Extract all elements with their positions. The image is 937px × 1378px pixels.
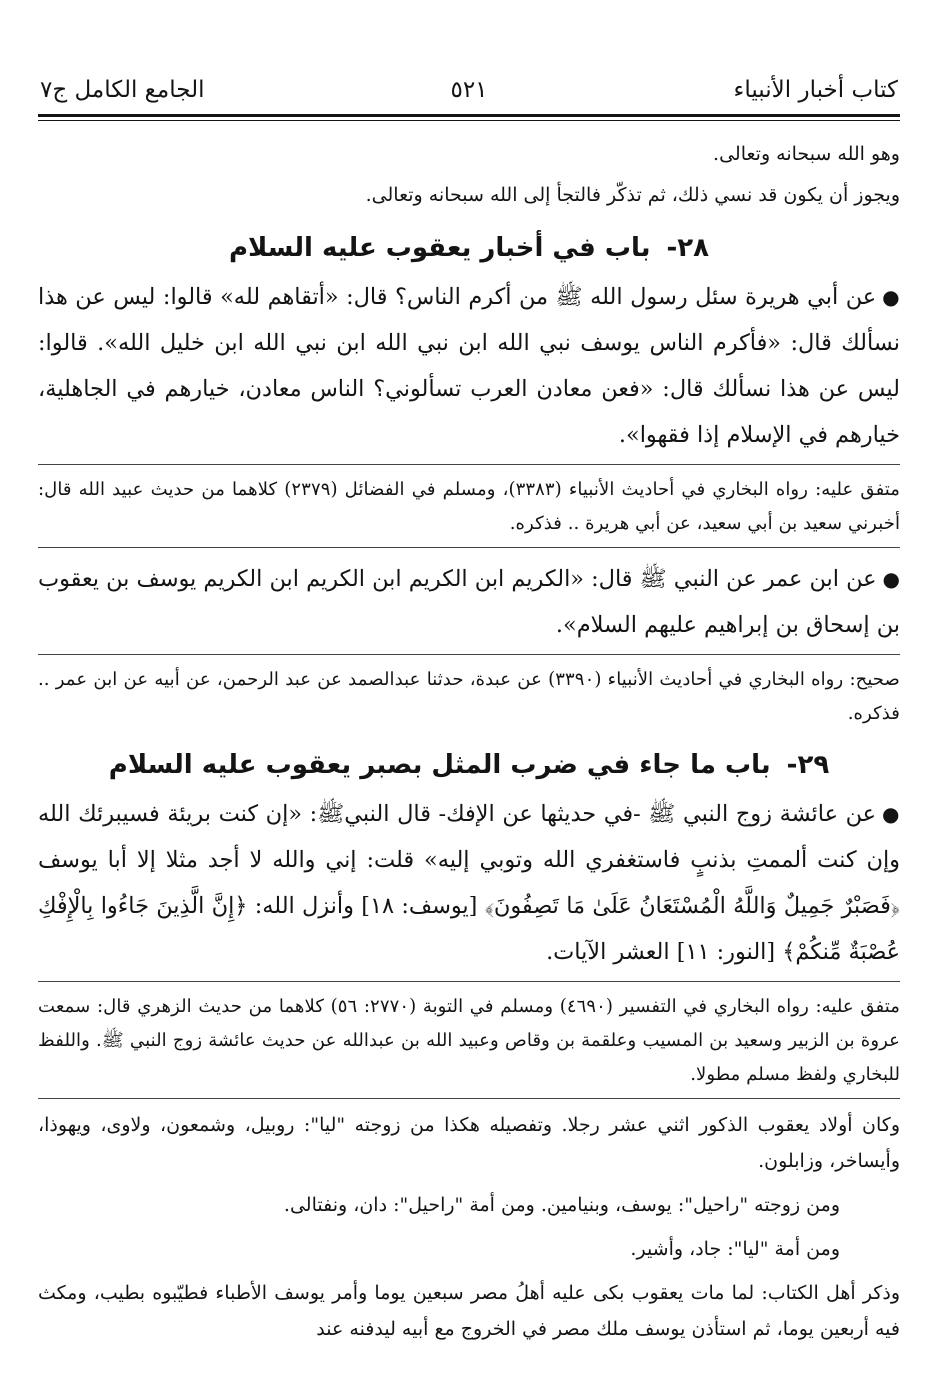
bullet-icon: ● <box>882 802 900 826</box>
intro-line: وهو الله سبحانه وتعالى. <box>713 143 900 165</box>
hadith-takhrij: صحيح: رواه البخاري في أحاديث الأنبياء (٣٣٩٠) عن عبدة، حدثنا عبدالصمد عن عبد الرحمن، عن أبيه عن ابن عمر .. فذكره. <box>38 669 900 724</box>
commentary-paragraph: وذكر أهل الكتاب: لما مات يعقوب بكى عليه أهلُ مصر سبعين يوما وأمر يوسف الأطباء فطيّبوه بطيب، ومكث فيه أربعين يوما، ثم استأذن يوسف ملك مصر في الخروج مع أبيه ليدفنه عند <box>38 1282 900 1340</box>
hadith-body: عن أبي هريرة سئل رسول الله ﷺ من أكرم الناس؟ قال: «أتقاهم لله» قالوا: ليس عن هذا نسألك قال: «فأكرم الناس يوسف نبي الله ابن نبي الله ابن نبي الله ابن خليل الله». قالوا: ليس عن هذا نسألك قال: «فعن معادن العرب تسألوني؟ الناس معادن، خيارهم في الجاهلية، خيارهم في الإسلام إذا فقهوا». <box>38 284 900 448</box>
separator-line <box>38 464 900 465</box>
header-rule-thin <box>38 120 900 121</box>
header-book-section: كتاب أخبار الأنبياء <box>733 77 898 103</box>
separator-line <box>38 1098 900 1099</box>
header-rule-thick <box>38 114 900 117</box>
chapter-title: باب في أخبار يعقوب عليه السلام <box>228 233 651 263</box>
chapter-title: باب ما جاء في ضرب المثل بصبر يعقوب عليه السلام <box>108 750 771 780</box>
hadith-text <box>38 274 900 458</box>
commentary-paragraph: ومن أمة "ليا": جاد، وأشير. <box>630 1238 840 1260</box>
hadith-text <box>38 791 900 975</box>
commentary-paragraph: ومن زوجته "راحيل": يوسف، وبنيامين. ومن أمة "راحيل": دان، ونفتالى. <box>283 1194 840 1216</box>
page-header <box>38 72 900 112</box>
separator-line <box>38 654 900 655</box>
header-book-title: الجامع الكامل ج٧ <box>40 77 205 103</box>
chapter-number: ٢٨- <box>666 233 710 263</box>
chapter-number: ٢٩- <box>786 750 830 780</box>
chapter-heading-28 <box>38 226 900 270</box>
bullet-icon: ● <box>882 285 901 309</box>
hadith-body: عن عائشة زوج النبي ﷺ -في حديثها عن الإفك- قال النبيﷺ: «إن كنت بريئة فسيبرئك الله وإن كنت ألممتِ بذنبٍ فاستغفري الله وتوبي إليه» قلت: إني والله لا أجد مثلا إلا أبا يوسف ﴿فَصَبْرٌ جَمِيلٌ وَاللَّهُ الْمُسْتَعَانُ عَلَىٰ مَا تَصِفُونَ﴾ [يوسف: ١٨] وأنزل الله: ﴿إِنَّ الَّذِينَ جَاءُوا بِالْإِفْكِ عُصْبَةٌ مِّنكُمْ﴾ [النور: ١١] العشر الآيات. <box>38 801 900 965</box>
hadith-takhrij: متفق عليه: رواه البخاري في أحاديث الأنبياء (٣٣٨٣)، ومسلم في الفضائل (٢٣٧٩) كلاهما من حديث عبيد الله قال: أخبرني سعيد بن أبي سعيد، عن أبي هريرة .. فذكره. <box>38 479 901 534</box>
hadith-text <box>38 556 900 648</box>
separator-line <box>38 981 900 982</box>
hadith-body: عن ابن عمر عن النبي ﷺ قال: «الكريم ابن الكريم ابن الكريم ابن الكريم يوسف بن يعقوب بن إسحاق بن إبراهيم عليهم السلام». <box>38 566 900 638</box>
page-body <box>38 136 900 1347</box>
commentary-paragraph: وكان أولاد يعقوب الذكور اثني عشر رجلا. وتفصيله هكذا من زوجته "ليا": روبيل، وشمعون، ولاوى، ويهوذا، وأيساخر، وزابلون. <box>38 1114 900 1172</box>
page-number: ٥٢١ <box>450 77 488 103</box>
hadith-takhrij: متفق عليه: رواه البخاري في التفسير (٤٦٩٠) ومسلم في التوبة (٢٧٧٠: ٥٦) كلاهما من حديث الزهري قال: سمعت عروة بن الزبير وسعيد بن المسيب وعلقمة بن وقاص وعبيد الله بن عبدالله عن حديث عائشة زوج النبي ﷺ. واللفظ للبخاري ولفظ مسلم مطولا. <box>38 996 900 1085</box>
intro-line: ويجوز أن يكون قد نسي ذلك، ثم تذكّر فالتجأ إلى الله سبحانه وتعالى. <box>365 184 900 206</box>
separator-line <box>38 547 900 548</box>
bullet-icon: ● <box>882 567 900 591</box>
chapter-heading-29 <box>38 743 900 787</box>
